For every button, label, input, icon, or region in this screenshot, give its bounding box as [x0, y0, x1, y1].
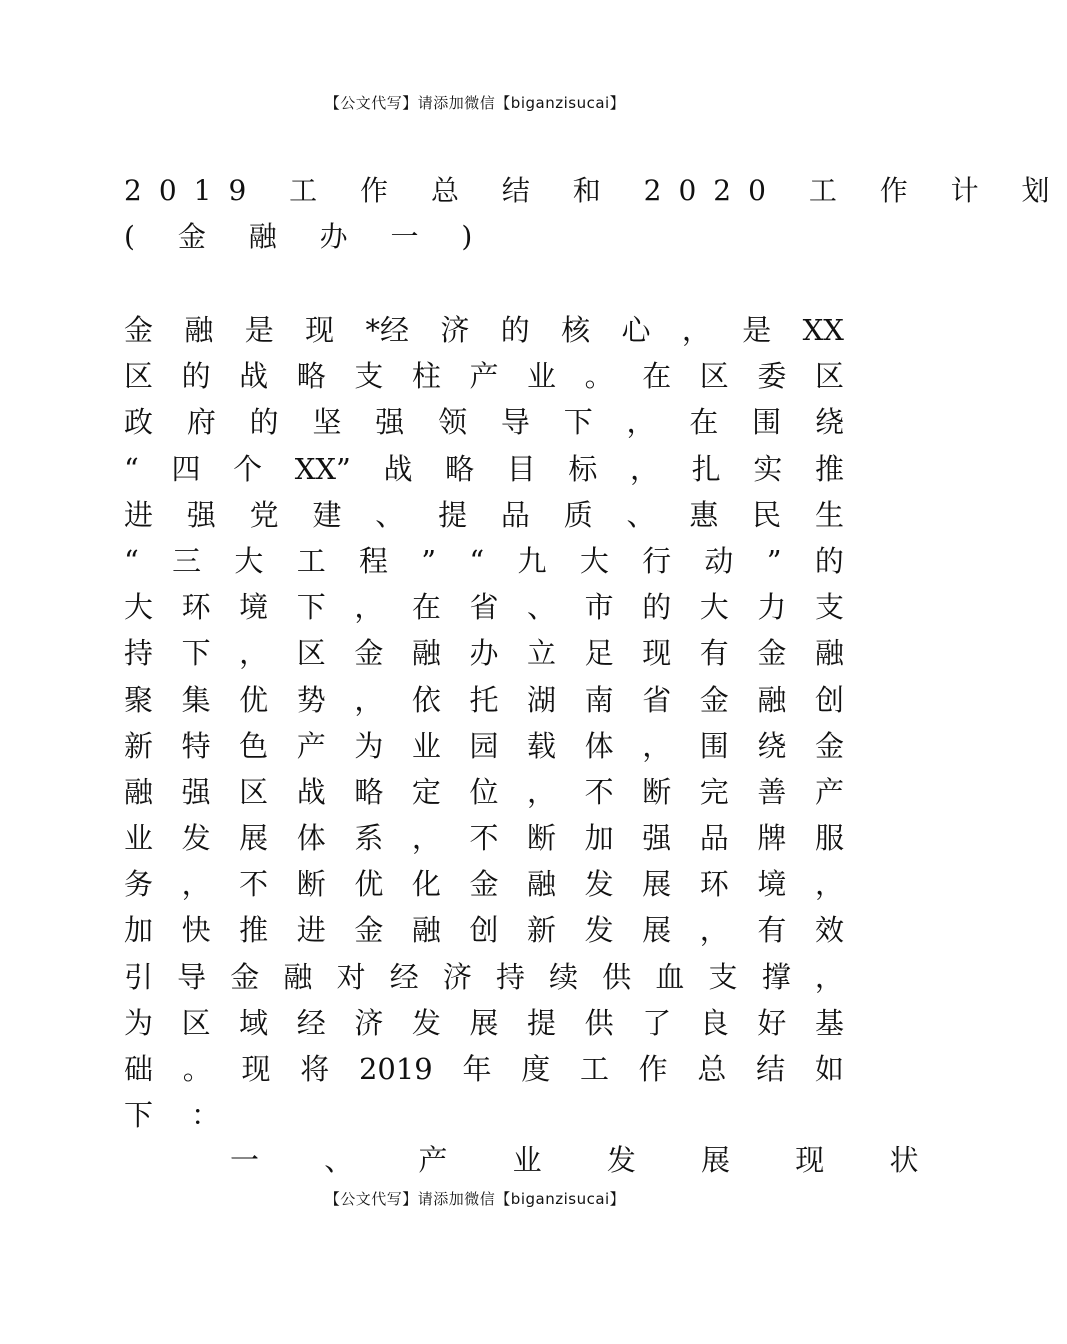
body-token: 境 — [239, 590, 269, 625]
body-token: 金 — [699, 682, 729, 717]
body-token: 济 — [440, 313, 470, 347]
body-token: 势 — [296, 682, 326, 717]
body-token: 心 — [621, 313, 651, 347]
body-token: 完 — [699, 774, 729, 809]
body-token: 业 — [124, 821, 154, 856]
body-token: 提 — [527, 1005, 557, 1040]
body-token: 足 — [584, 636, 614, 671]
body-token: ， — [642, 728, 672, 763]
body-token: 目 — [506, 451, 536, 486]
body-token: 体 — [296, 821, 326, 856]
body-token: 产 — [469, 359, 499, 394]
body-token: 的 — [642, 590, 672, 625]
body-token: ” — [766, 543, 782, 578]
body-token: 善 — [757, 774, 787, 809]
body-token: 略 — [445, 451, 475, 486]
body-token: 撑 — [761, 959, 791, 994]
body-token: 标 — [568, 451, 598, 486]
body-token: 的 — [249, 405, 279, 440]
body-token: 总 — [697, 1052, 727, 1086]
body-token: 力 — [757, 590, 787, 625]
body-token: 进 — [296, 913, 326, 948]
body-line — [124, 677, 844, 723]
body-token: 行 — [642, 543, 672, 578]
body-token: ， — [630, 451, 660, 486]
body-token: 定 — [411, 774, 441, 809]
body-token: 为 — [124, 1005, 154, 1040]
body-token: 实 — [753, 451, 783, 486]
body-token: ， — [814, 959, 844, 994]
body-token: 金 — [814, 728, 844, 763]
body-token: 融 — [124, 774, 154, 809]
body-token: 环 — [181, 590, 211, 625]
body-token: 强 — [642, 821, 672, 856]
body-token: 加 — [124, 913, 154, 948]
body-line — [124, 1046, 844, 1092]
body-token: 、 — [375, 497, 405, 532]
body-line — [124, 815, 844, 861]
body-token: 境 — [757, 867, 787, 902]
body-token: 融 — [527, 867, 557, 902]
body-token: 创 — [469, 913, 499, 948]
body-token: 强 — [181, 774, 211, 809]
body-token: 九 — [517, 543, 547, 578]
body-token: 金 — [354, 636, 384, 671]
body-token: 现 — [241, 1052, 271, 1086]
body-token: 工 — [296, 543, 326, 578]
body-token: 下 — [563, 405, 593, 440]
body-token: 是 — [742, 313, 772, 347]
body-line — [124, 723, 844, 769]
body-token: 大 — [234, 543, 264, 578]
body-token: 金 — [124, 313, 154, 347]
page-header: 【公文代写】请添加微信【biganzisucai】 — [324, 94, 626, 112]
body-token: 、 — [527, 590, 557, 625]
body-token: ， — [411, 821, 441, 856]
body-token: 柱 — [411, 359, 441, 394]
body-token: 创 — [814, 682, 844, 717]
body-token: 体 — [584, 728, 614, 763]
document-title — [124, 168, 1067, 260]
body-token: 色 — [239, 728, 269, 763]
body-token: 区 — [239, 774, 269, 809]
body-token: 发 — [584, 867, 614, 902]
body-token: 展 — [469, 1005, 499, 1040]
body-token: 程 — [359, 543, 389, 578]
body-token: 良 — [699, 1005, 729, 1040]
body-token: 依 — [411, 682, 441, 717]
body-token: 优 — [239, 682, 269, 717]
body-token: 优 — [354, 867, 384, 902]
section-heading: 一 、 产 业 发 展 现 状 — [230, 1143, 947, 1177]
body-token: 金 — [354, 913, 384, 948]
body-token: 府 — [186, 405, 216, 440]
body-token: 战 — [239, 359, 269, 394]
body-token: ” — [421, 543, 437, 578]
body-line — [124, 399, 844, 445]
body-token: 新 — [124, 728, 154, 763]
body-token: 供 — [584, 1005, 614, 1040]
body-token: 化 — [411, 867, 441, 902]
body-token: 导 — [500, 405, 530, 440]
body-token: 市 — [584, 590, 614, 625]
body-token: 展 — [642, 867, 672, 902]
body-line — [124, 907, 844, 953]
body-token: 下 — [124, 1098, 154, 1133]
body-token: 省 — [469, 590, 499, 625]
body-token: ， — [681, 313, 711, 347]
title-line-1: 2019 工 作 总 结 和 2020 工 作 计 划 — [124, 174, 1067, 207]
body-token: 略 — [296, 359, 326, 394]
body-token: 展 — [642, 913, 672, 948]
body-token: 的 — [181, 359, 211, 394]
body-token: 年 — [462, 1052, 492, 1086]
body-token: 金 — [230, 959, 260, 994]
body-token: 推 — [814, 451, 844, 486]
body-line — [124, 492, 844, 538]
page-footer: 【公文代写】请添加微信【biganzisucai】 — [324, 1190, 626, 1208]
body-token: 为 — [354, 728, 384, 763]
body-token: 加 — [584, 821, 614, 856]
body-token: 不 — [469, 821, 499, 856]
body-token: 在 — [411, 590, 441, 625]
body-token: 惠 — [689, 497, 719, 532]
body-token: 民 — [752, 497, 782, 532]
body-token: XX” — [294, 451, 351, 486]
body-line — [124, 954, 844, 1000]
body-token: 血 — [655, 959, 685, 994]
body-token: 园 — [469, 728, 499, 763]
body-token: 融 — [184, 313, 214, 347]
body-token: 区 — [296, 636, 326, 671]
body-token: 战 — [296, 774, 326, 809]
body-paragraph — [124, 307, 844, 1138]
body-token: 度 — [521, 1052, 551, 1086]
body-line — [124, 353, 844, 399]
body-token: 大 — [124, 590, 154, 625]
body-token: 立 — [527, 636, 557, 671]
body-token: 融 — [757, 682, 787, 717]
body-token: 结 — [756, 1052, 786, 1086]
body-token: ， — [354, 682, 384, 717]
body-line — [124, 1000, 844, 1046]
body-token: 是 — [244, 313, 274, 347]
body-token: 聚 — [124, 682, 154, 717]
body-token: 的 — [500, 313, 530, 347]
body-token: 个 — [233, 451, 263, 486]
body-token: 快 — [181, 913, 211, 948]
body-line — [124, 584, 844, 630]
body-token: 扎 — [691, 451, 721, 486]
body-token: 有 — [757, 913, 787, 948]
body-token: 的 — [814, 543, 844, 578]
body-token: 持 — [495, 959, 525, 994]
body-token: 业 — [527, 359, 557, 394]
body-token: 大 — [699, 590, 729, 625]
body-token: 了 — [642, 1005, 672, 1040]
body-token: 融 — [411, 913, 441, 948]
body-line — [124, 307, 844, 353]
body-token: 金 — [469, 867, 499, 902]
body-token: 载 — [527, 728, 557, 763]
body-token: 将 — [300, 1052, 330, 1086]
body-token: 融 — [411, 636, 441, 671]
body-token: 党 — [249, 497, 279, 532]
body-token: “ — [469, 543, 485, 578]
body-line — [124, 769, 844, 815]
body-token: 工 — [579, 1052, 609, 1086]
body-token: 坚 — [312, 405, 342, 440]
body-token: 在 — [689, 405, 719, 440]
body-token: 基 — [814, 1005, 844, 1040]
body-token: 南 — [584, 682, 614, 717]
body-token: *经 — [365, 313, 410, 347]
body-token: 生 — [814, 497, 844, 532]
body-token: 供 — [602, 959, 632, 994]
body-token: 持 — [124, 636, 154, 671]
body-token: 区 — [181, 1005, 211, 1040]
body-token: 动 — [704, 543, 734, 578]
body-token: 支 — [814, 590, 844, 625]
body-token: 。 — [584, 359, 614, 394]
body-token: 三 — [172, 543, 202, 578]
body-token: “ — [124, 451, 139, 486]
body-token: ， — [699, 913, 729, 948]
body-token: ， — [626, 405, 656, 440]
body-token: 导 — [177, 959, 207, 994]
body-token: 断 — [642, 774, 672, 809]
body-token: 有 — [699, 636, 729, 671]
body-token: 引 — [124, 959, 154, 994]
body-token: 建 — [312, 497, 342, 532]
body-token: 位 — [469, 774, 499, 809]
body-token: ， — [239, 636, 269, 671]
body-token: 发 — [181, 821, 211, 856]
body-line — [124, 861, 844, 907]
body-token: ， — [181, 867, 211, 902]
body-token: 委 — [757, 359, 787, 394]
body-line — [124, 538, 844, 584]
body-token: 断 — [296, 867, 326, 902]
body-token: 产 — [814, 774, 844, 809]
body-token: 进 — [124, 497, 154, 532]
body-token: 战 — [383, 451, 413, 486]
title-line-2: ( 金 融 办 一 ) — [124, 220, 490, 253]
body-token: 支 — [708, 959, 738, 994]
body-token: 略 — [354, 774, 384, 809]
body-token: 金 — [757, 636, 787, 671]
body-token: 发 — [411, 1005, 441, 1040]
body-token: 济 — [442, 959, 472, 994]
body-token: 好 — [757, 1005, 787, 1040]
body-token: 经 — [389, 959, 419, 994]
body-token: 域 — [239, 1005, 269, 1040]
body-token: 在 — [642, 359, 672, 394]
body-token: 效 — [814, 913, 844, 948]
body-token: ， — [354, 590, 384, 625]
body-token: 领 — [438, 405, 468, 440]
body-token: 环 — [699, 867, 729, 902]
body-token: 经 — [296, 1005, 326, 1040]
body-token: 务 — [124, 867, 154, 902]
body-token: 础 — [124, 1052, 154, 1086]
body-line — [124, 1092, 844, 1138]
body-token: 。 — [182, 1052, 212, 1086]
body-token: 提 — [438, 497, 468, 532]
body-token: 绕 — [757, 728, 787, 763]
body-token: 质 — [563, 497, 593, 532]
body-token: 济 — [354, 1005, 384, 1040]
body-token: 、 — [626, 497, 656, 532]
body-token: 核 — [561, 313, 591, 347]
body-token: ， — [814, 867, 844, 902]
body-line — [124, 630, 844, 676]
body-token: 融 — [814, 636, 844, 671]
body-token: “ — [124, 543, 139, 578]
body-token: ： — [191, 1098, 221, 1133]
body-line — [124, 446, 844, 492]
body-token: 下 — [296, 590, 326, 625]
body-token: 围 — [699, 728, 729, 763]
body-token: 品 — [500, 497, 530, 532]
body-token: 省 — [642, 682, 672, 717]
body-token: 不 — [239, 867, 269, 902]
body-token: 下 — [181, 636, 211, 671]
body-token: 不 — [584, 774, 614, 809]
body-token: 品 — [699, 821, 729, 856]
body-token: 推 — [239, 913, 269, 948]
body-token: 产 — [296, 728, 326, 763]
body-token: 四 — [171, 451, 201, 486]
body-token: 强 — [375, 405, 405, 440]
body-token: 支 — [354, 359, 384, 394]
body-token: 办 — [469, 636, 499, 671]
body-token: ， — [527, 774, 557, 809]
body-token: 作 — [638, 1052, 668, 1086]
body-token: 新 — [527, 913, 557, 948]
body-token: 如 — [814, 1052, 844, 1086]
body-token: 业 — [411, 728, 441, 763]
body-token: 系 — [354, 821, 384, 856]
body-token: 特 — [181, 728, 211, 763]
body-token: 区 — [124, 359, 154, 394]
body-token: 托 — [469, 682, 499, 717]
body-token: XX — [802, 313, 844, 347]
body-token: 现 — [305, 313, 335, 347]
body-token: 强 — [186, 497, 216, 532]
body-token: 集 — [181, 682, 211, 717]
body-token: 展 — [239, 821, 269, 856]
body-token: 区 — [699, 359, 729, 394]
body-token: 围 — [752, 405, 782, 440]
body-token: 现 — [642, 636, 672, 671]
body-token: 大 — [579, 543, 609, 578]
body-token: 续 — [549, 959, 579, 994]
body-token: 政 — [124, 405, 154, 440]
body-token: 断 — [527, 821, 557, 856]
body-token: 2019 — [358, 1052, 433, 1086]
body-token: 对 — [336, 959, 366, 994]
body-token: 融 — [283, 959, 313, 994]
body-token: 湖 — [527, 682, 557, 717]
body-token: 发 — [584, 913, 614, 948]
body-token: 牌 — [757, 821, 787, 856]
body-token: 服 — [814, 821, 844, 856]
body-token: 区 — [814, 359, 844, 394]
body-token: 绕 — [814, 405, 844, 440]
